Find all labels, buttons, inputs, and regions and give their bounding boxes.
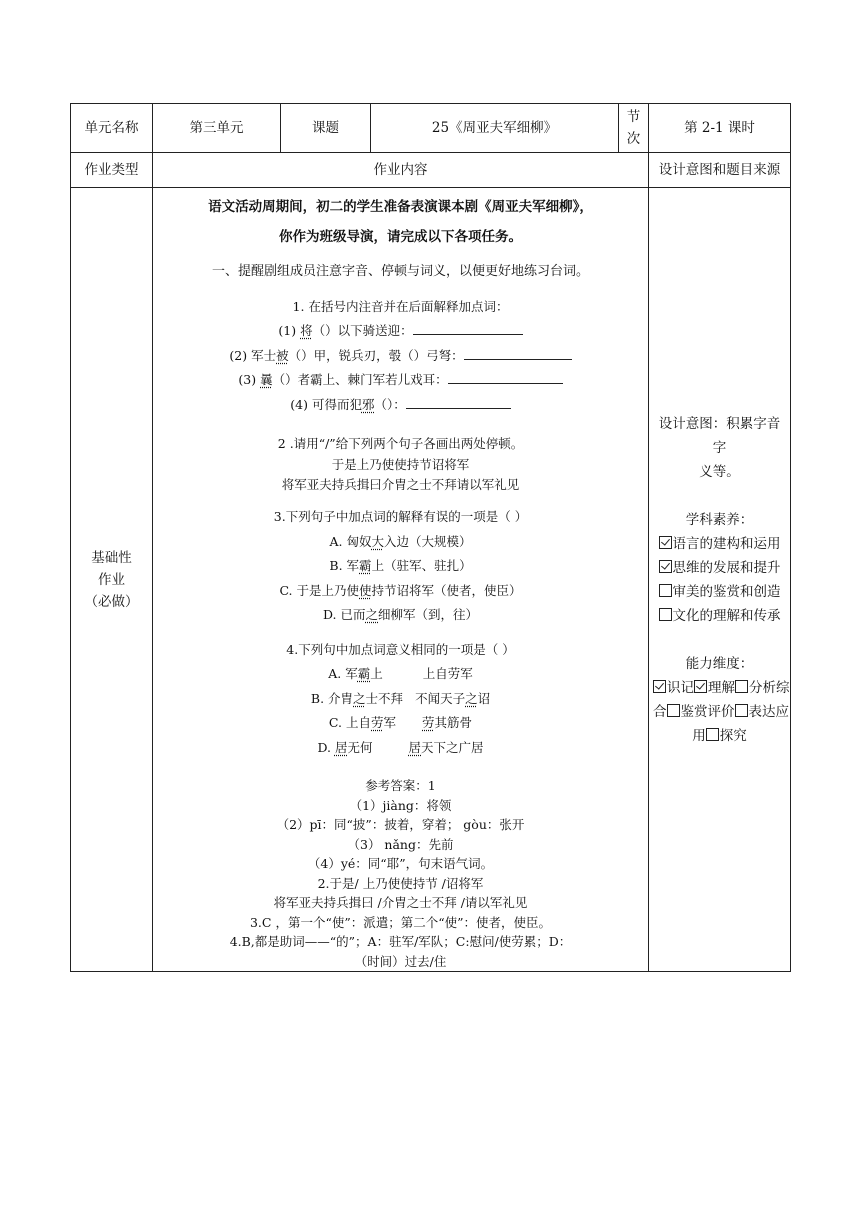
dotted-word: 霸 [359, 558, 372, 573]
lesson-label: 课题 [281, 104, 371, 153]
type-line-2: 作业 [98, 571, 125, 588]
option-suffix: 入边（大规模） [383, 533, 472, 549]
empty-box-icon[interactable] [659, 608, 672, 621]
option-suffix: 持节诏将军（使者，使臣） [371, 582, 522, 598]
answer-blank[interactable] [464, 345, 572, 360]
answer-line: 3.C ，第一个“使”：派遣；第二个“使”：使者，使臣。 [249, 914, 552, 930]
type-line-1: 基础性 [91, 549, 132, 566]
answer-line: 将军亚夫持兵揖曰 /介胄之士不拜 /请以军礼见 [273, 895, 528, 910]
option-b-prefix: 上自劳军 [422, 666, 473, 681]
intro-line-2: 你作为班级导演，请完成以下各项任务。 [279, 229, 522, 245]
option-a-prefix: C. 上自 [328, 715, 371, 730]
checkbox-item [659, 584, 781, 600]
option-prefix: A. 匈奴 [329, 533, 372, 549]
empty-box-icon[interactable] [735, 704, 748, 717]
checkbox-item [735, 680, 790, 696]
literacy-item [653, 580, 786, 604]
dotted-word: 居 [334, 739, 348, 755]
intent-line-2: 义等。 [699, 463, 740, 480]
literacy-item [653, 556, 786, 580]
q1-item [157, 368, 644, 393]
checkbox-item [653, 704, 667, 720]
checkbox-label: 识记 [667, 679, 694, 696]
empty-box-icon[interactable] [659, 584, 672, 597]
checkbox-label: 文化的理解和传承 [672, 607, 781, 624]
option-prefix: B. 军 [329, 558, 360, 573]
q4-title: 4.下列句中加点词意义相同的一项是（ ） [286, 641, 515, 657]
empty-box-icon[interactable] [706, 728, 719, 741]
checkbox-label: 分析综 [749, 679, 790, 696]
dotted-word: 居 [408, 739, 422, 755]
dotted-word: 使 [359, 582, 372, 598]
option-a-suffix: 上 [370, 666, 383, 681]
design-intent [653, 412, 790, 748]
q4-options [157, 662, 644, 760]
dotted-word: 之 [353, 690, 366, 706]
checkbox-item [667, 704, 735, 720]
checkbox-label: 语言的建构和运用 [672, 535, 781, 552]
answer-line: （1）jiàng：将领 [349, 797, 452, 813]
option-b-prefix: 不闻天子 [415, 690, 466, 706]
empty-box-icon[interactable] [667, 704, 680, 717]
ability-line [653, 700, 789, 724]
q3-option [157, 554, 644, 579]
answer-line: 2.于是/ 上乃使使持节 /诏将军 [317, 875, 484, 891]
checkbox-item [659, 536, 781, 552]
session-label: 节次 [619, 104, 649, 153]
type-line-3: （必做） [84, 593, 139, 610]
option-a-prefix: A. 军 [328, 666, 358, 681]
dotted-word: 大 [371, 533, 384, 549]
checked-box-icon[interactable] [659, 536, 672, 549]
checkbox-label: 用 [692, 727, 706, 744]
checkbox-label: 思维的发展和提升 [672, 559, 781, 576]
option-suffix: 细柳军（到，往） [378, 607, 479, 622]
answer-line: （2）pī：同“披”：披着，穿着； gòu：张开 [276, 817, 525, 832]
checkbox-label: 鉴赏评价 [680, 703, 735, 720]
checkbox-label: 表达应 [748, 703, 789, 720]
checkbox-item [659, 608, 781, 624]
literacy-item [653, 604, 786, 628]
unit-value: 第三单元 [153, 104, 281, 153]
dotted-word: 将 [300, 323, 313, 338]
answer-blank[interactable] [448, 369, 563, 384]
q2-title: 2 .请用“/”给下列两个句子各画出两处停顿。 [277, 436, 524, 451]
q1-item-prefix: (4) 可得而犯 [290, 396, 362, 412]
q4-option [157, 687, 644, 712]
q1-item-suffix: （）甲，锐兵刃，彀（）弓弩： [288, 347, 464, 363]
option-b-suffix: 天下之广居 [421, 739, 484, 755]
q1-item-suffix: （）： [374, 396, 406, 412]
checkbox-item [653, 680, 694, 696]
literacy-list [653, 532, 786, 628]
checked-box-icon[interactable] [653, 680, 666, 693]
ability-title: 能力维度： [685, 655, 754, 672]
answer-line: 参考答案：1 [365, 778, 436, 793]
option-prefix: D. 已而 [322, 607, 366, 622]
option-a-suffix: 无何 [347, 739, 373, 755]
option-a-prefix: B. 介胄 [310, 690, 354, 706]
checked-box-icon[interactable] [659, 560, 672, 573]
checkbox-label: 合 [653, 703, 667, 720]
session-value: 第 2-1 课时 [649, 104, 791, 153]
dotted-word: 被 [276, 347, 289, 363]
q1-items [157, 319, 644, 417]
ability-list [653, 676, 790, 748]
answer-line: （4）yé：同“耶”，句末语气词。 [307, 856, 494, 871]
q1-item-prefix: (1) [278, 323, 301, 338]
homework-type [71, 188, 153, 972]
content-row [71, 188, 791, 972]
task-one: 一、提醒剧组成员注意字音、停顿与词义，以便更好地练习台词。 [211, 264, 589, 279]
ability-line [653, 676, 790, 700]
option-b-suffix: 其筋骨 [434, 715, 473, 730]
q1-item-suffix: （）者霸上、棘门军若儿戏耳： [272, 372, 448, 387]
homework-content [153, 188, 649, 972]
option-a-suffix: 士不拜 [365, 690, 404, 706]
option-a-suffix: 军 [383, 715, 397, 730]
q1-item [157, 393, 644, 418]
answer-line: （时间）过去/住 [354, 953, 447, 969]
answer-line: （3） nǎng：先前 [347, 836, 454, 852]
dotted-word: 之 [365, 607, 379, 622]
checked-box-icon[interactable] [694, 680, 707, 693]
q1-item-prefix: (2) 军士 [229, 347, 277, 363]
dotted-word: 劳 [422, 715, 435, 730]
empty-box-icon[interactable] [735, 680, 748, 693]
q1-item-prefix: (3) [238, 372, 261, 387]
q4-option [157, 662, 644, 687]
checkbox-item [735, 704, 790, 720]
dotted-word: 邪 [361, 396, 375, 412]
answer-blank[interactable] [406, 394, 511, 409]
dotted-word: 曩 [260, 372, 273, 387]
checkbox-item [706, 728, 747, 744]
checkbox-item [694, 680, 735, 696]
checkbox-label: 审美的鉴赏和创造 [672, 583, 781, 600]
intent-line-1: 设计意图：积累字音字 [658, 415, 781, 456]
answer-line: 4.B,都是助词——“的”；A：驻军/军队；C:慰问/使劳累；D： [229, 934, 572, 949]
unit-label: 单元名称 [71, 104, 153, 153]
q3-option [157, 603, 644, 628]
intro-line-1: 语文活动周期间，初二的学生准备表演课本剧《周亚夫军细柳》， [208, 199, 593, 215]
q1-item-suffix: （）以下骑送迎： [312, 323, 413, 338]
literacy-title: 学科素养： [685, 511, 754, 528]
column-header-row [71, 153, 791, 188]
checkbox-item [692, 728, 706, 744]
dotted-word: 之 [465, 690, 478, 706]
header-row [71, 104, 791, 153]
option-suffix: 上（驻军、驻扎） [371, 558, 472, 573]
q1-title: 1. 在括号内注音并在后面解释加点词： [292, 298, 509, 314]
col-type: 作业类型 [71, 153, 153, 188]
ability-line [653, 724, 786, 748]
option-a-prefix: D. [317, 739, 335, 755]
checkbox-label: 探究 [719, 727, 747, 744]
q3-option [157, 530, 644, 555]
checkbox-label: 理解 [708, 679, 735, 696]
dotted-word: 霸 [357, 666, 371, 681]
col-content: 作业内容 [153, 153, 649, 188]
literacy-item [653, 532, 786, 556]
design-intent-column [649, 188, 791, 972]
lesson-value: 25《周亚夫军细柳》 [371, 104, 619, 153]
q3-title: 3.下列句子中加点词的解释有误的一项是（ ） [273, 509, 528, 524]
q1-item [157, 319, 644, 344]
q3-option [157, 579, 644, 604]
q4-option [157, 711, 644, 736]
option-prefix: C. 于是上乃使 [279, 582, 360, 598]
q4-option [157, 736, 644, 761]
col-design: 设计意图和题目来源 [649, 153, 791, 188]
option-b-suffix: 诏 [477, 690, 491, 706]
q2-line-2: 将军亚夫持兵揖曰介胄之士不拜请以军礼见 [281, 477, 520, 492]
q1-item [157, 344, 644, 369]
homework-table [70, 103, 791, 972]
checkbox-item [659, 560, 781, 576]
dotted-word: 劳 [371, 715, 384, 730]
q3-options [157, 530, 644, 628]
q2-line-1: 于是上乃使使持节诏将军 [331, 457, 470, 472]
reference-answers [157, 776, 644, 971]
answer-blank[interactable] [413, 320, 523, 335]
